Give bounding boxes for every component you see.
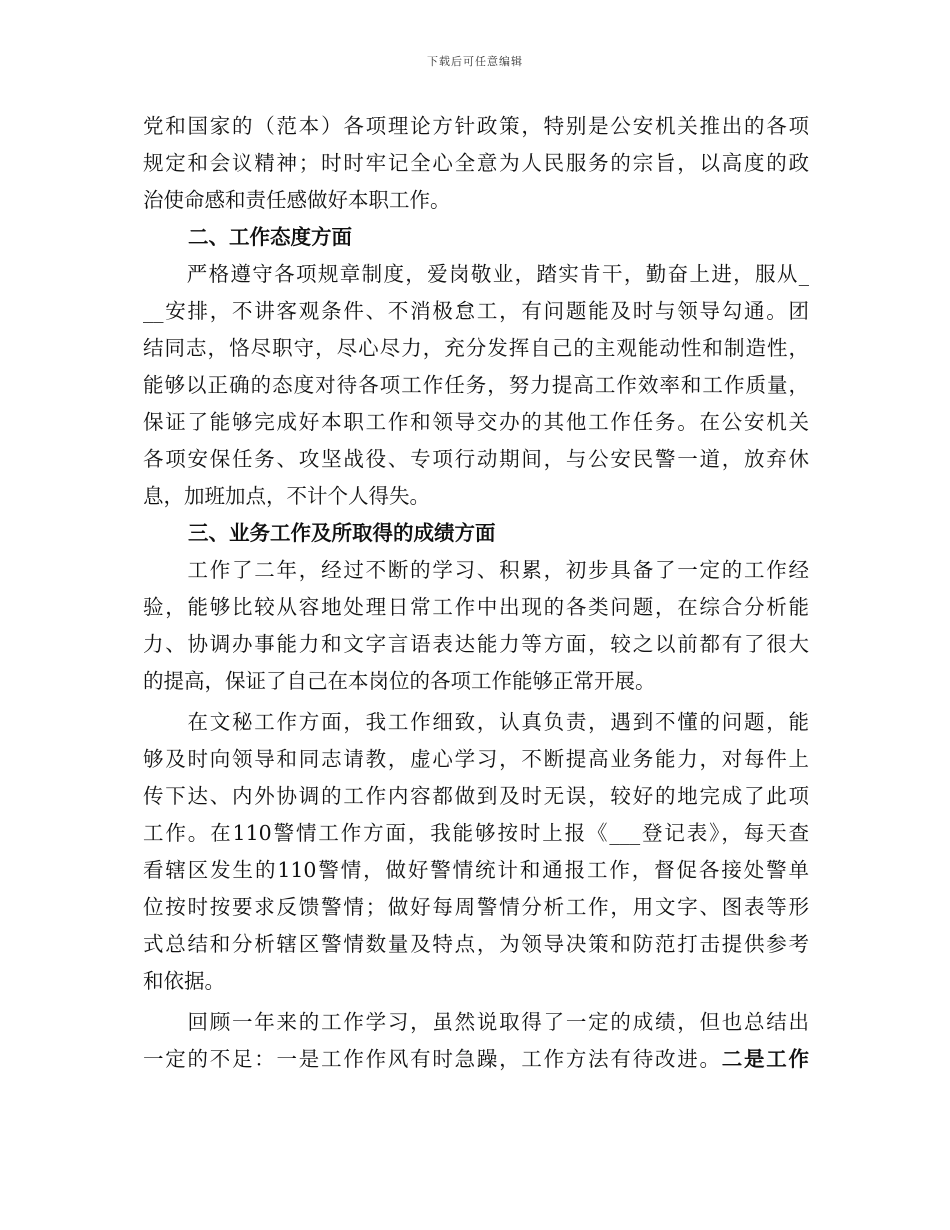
paragraph-policy [143, 108, 809, 219]
text-line: 在文秘工作方面，我工作细致，认真负责，遇到不懂的问题，能 [143, 710, 809, 734]
section-heading-work-attitude: 二、工作态度方面 [188, 225, 352, 249]
bold-text-run: 二是工作 [721, 1047, 810, 1071]
text-line: 看辖区发生的110警情，做好警情统计和通报工作，督促各接处警单 [143, 858, 809, 882]
text-line: 规定和会议精神；时时牢记全心全意为人民服务的宗旨，以高度的政 [143, 151, 809, 175]
paragraph-experience [143, 552, 809, 700]
text-line: 和依据。 [143, 969, 225, 993]
text-line: 工作了二年，经过不断的学习、积累，初步具备了一定的工作经 [143, 558, 809, 582]
text-line: 验，能够比较从容地处理日常工作中出现的各类问题，在综合分析能 [143, 595, 809, 619]
text-line: 严格遵守各项规章制度，爱岗敬业，踏实肯干，勤奋上进，服从_ [143, 262, 809, 286]
text-run: 一定的不足：一是工作作风有时急躁，工作方法有待改进。 [143, 1047, 722, 1071]
text-line: 治使命感和责任感做好本职工作。 [143, 188, 451, 212]
text-line: 党和国家的（范本）各项理论方针政策，特别是公安机关推出的各项 [143, 114, 809, 138]
text-line [143, 1041, 809, 1078]
text-line: 能够以正确的态度对待各项工作任务，努力提高工作效率和工作质量， [143, 373, 809, 397]
text-line: 的提高，保证了自己在本岗位的各项工作能够正常开展。 [143, 669, 656, 693]
document-body [143, 108, 809, 1078]
section-heading-business-work: 三、业务工作及所取得的成绩方面 [188, 521, 496, 545]
text-line: 传下达、内外协调的工作内容都做到及时无误，较好的地完成了此项 [143, 784, 809, 808]
text-line: 保证了能够完成好本职工作和领导交办的其他工作任务。在公安机关 [143, 410, 809, 434]
page-header: 下载后可任意编辑 [427, 55, 523, 68]
text-line: 结同志，恪尽职守，尽心尽力，充分发挥自己的主观能动性和制造性， [143, 336, 809, 360]
text-line: 回顾一年来的工作学习，虽然说取得了一定的成绩，但也总结出 [143, 1010, 809, 1034]
text-line: 位按时按要求反馈警情；做好每周警情分析工作，用文字、图表等形 [143, 895, 809, 919]
text-line: 力、协调办事能力和文字言语表达能力等方面，较之以前都有了很大 [143, 632, 809, 656]
text-line: 息，加班加点，不计个人得失。 [143, 484, 430, 508]
paragraph-secretarial-work [143, 704, 809, 1000]
text-line: 够及时向领导和同志请教，虚心学习，不断提高业务能力，对每件上 [143, 747, 809, 771]
text-line: __安排，不讲客观条件、不消极怠工，有问题能及时与领导勾通。团 [143, 299, 809, 323]
text-line: 工作。在110警情工作方面，我能够按时上报《___登记表》，每天查 [143, 821, 809, 845]
paragraph-work-attitude [143, 256, 809, 515]
text-line: 式总结和分析辖区警情数量及特点，为领导决策和防范打击提供参考 [143, 932, 809, 956]
text-line: 各项安保任务、攻坚战役、专项行动期间，与公安民警一道，放弃休 [143, 447, 809, 471]
paragraph-review [143, 1004, 809, 1078]
